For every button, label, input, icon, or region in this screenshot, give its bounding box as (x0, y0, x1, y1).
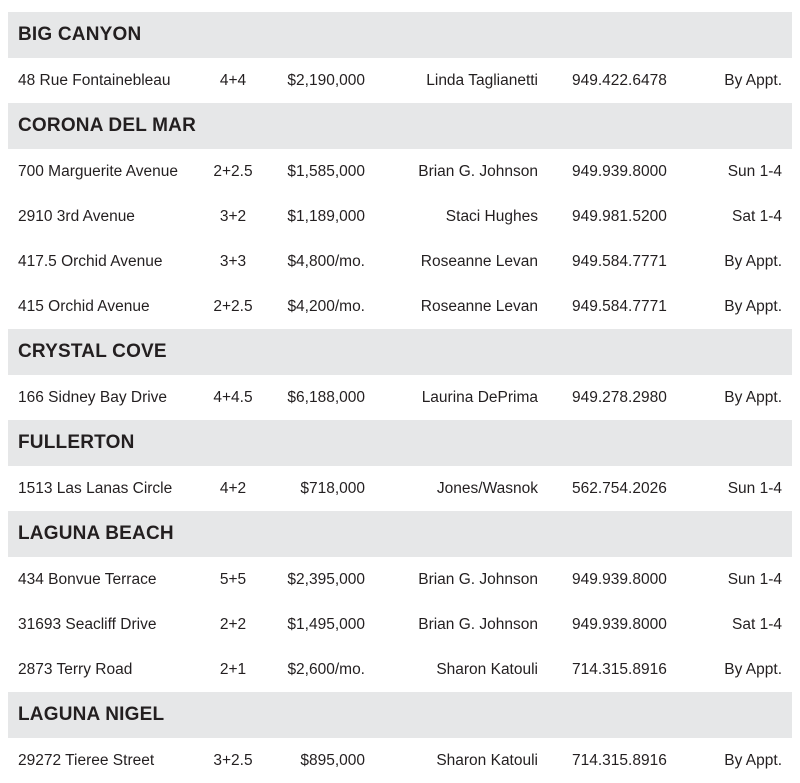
listing-phone: 949.278.2980 (572, 388, 667, 406)
listing-price: $4,200/mo. (287, 297, 365, 315)
listing-agent: Roseanne Levan (420, 252, 538, 270)
listing-address: 166 Sidney Bay Drive (18, 388, 168, 406)
listing-open-time: By Appt. (724, 660, 782, 678)
listing-bed-bath: 3+2.5 (213, 751, 253, 769)
listing-phone: 949.939.8000 (572, 570, 667, 588)
listing-row (8, 647, 792, 692)
listing-price: $1,495,000 (287, 615, 365, 633)
listing-address: 2910 3rd Avenue (18, 207, 135, 225)
listing-address: 2873 Terry Road (18, 660, 133, 678)
listing-price: $1,189,000 (287, 207, 365, 225)
listing-bed-bath: 5+5 (219, 570, 247, 588)
listing-bed-bath: 2+2.5 (213, 297, 253, 315)
listing-row (8, 58, 792, 103)
listing-phone: 949.584.7771 (572, 252, 667, 270)
listing-row (8, 284, 792, 329)
listing-address: 417.5 Orchid Avenue (18, 252, 163, 270)
listing-bed-bath: 4+2 (219, 479, 247, 497)
section-header: BIG CANYON (8, 12, 792, 58)
listing-price: $4,800/mo. (287, 252, 365, 270)
listing-phone: 949.939.8000 (572, 615, 667, 633)
listing-phone: 949.939.8000 (572, 162, 667, 180)
listing-price: $2,190,000 (287, 71, 365, 89)
listing-price: $6,188,000 (287, 388, 365, 406)
listing-price: $2,395,000 (287, 570, 365, 588)
listing-row (8, 239, 792, 284)
listing-phone: 714.315.8916 (572, 751, 667, 769)
listing-address: 48 Rue Fontainebleau (18, 71, 171, 89)
listing-open-time: Sun 1-4 (727, 162, 782, 180)
listing-open-time: By Appt. (724, 71, 782, 89)
listing-row (8, 375, 792, 420)
listing-phone: 562.754.2026 (572, 479, 667, 497)
listing-bed-bath: 4+4.5 (213, 388, 253, 406)
listing-phone: 949.584.7771 (572, 297, 667, 315)
listing-row (8, 466, 792, 511)
listing-bed-bath: 4+4 (219, 71, 247, 89)
listing-bed-bath: 3+2 (219, 207, 247, 225)
section-header: CRYSTAL COVE (8, 329, 792, 375)
listing-open-time: By Appt. (724, 252, 782, 270)
listing-row (8, 194, 792, 239)
listing-open-time: By Appt. (724, 751, 782, 769)
listing-row (8, 602, 792, 647)
listing-open-time: By Appt. (724, 297, 782, 315)
listing-address: 434 Bonvue Terrace (18, 570, 157, 588)
listing-open-time: By Appt. (724, 388, 782, 406)
listing-price: $2,600/mo. (287, 660, 365, 678)
listing-agent: Staci Hughes (445, 207, 538, 225)
listing-address: 1513 Las Lanas Circle (18, 479, 173, 497)
section-header: LAGUNA BEACH (8, 511, 792, 557)
listing-phone: 714.315.8916 (572, 660, 667, 678)
listing-open-time: Sun 1-4 (727, 570, 782, 588)
listing-agent: Brian G. Johnson (418, 615, 538, 633)
listing-open-time: Sun 1-4 (727, 479, 782, 497)
listing-address: 31693 Seacliff Drive (18, 615, 157, 633)
listing-agent: Brian G. Johnson (418, 570, 538, 588)
listing-bed-bath: 2+2.5 (213, 162, 253, 180)
listing-phone: 949.981.5200 (572, 207, 667, 225)
listing-agent: Sharon Katouli (436, 660, 538, 678)
listing-address: 29272 Tieree Street (18, 751, 155, 769)
section-header: LAGUNA NIGEL (8, 692, 792, 738)
section-header: FULLERTON (8, 420, 792, 466)
listing-price: $718,000 (300, 479, 365, 497)
listing-address: 700 Marguerite Avenue (18, 162, 178, 180)
listing-address: 415 Orchid Avenue (18, 297, 150, 315)
listing-price: $1,585,000 (287, 162, 365, 180)
listing-bed-bath: 2+2 (219, 615, 247, 633)
section-header: CORONA DEL MAR (8, 103, 792, 149)
listing-open-time: Sat 1-4 (732, 207, 782, 225)
listing-phone: 949.422.6478 (572, 71, 667, 89)
listing-agent: Laurina DePrima (421, 388, 538, 406)
listing-agent: Sharon Katouli (436, 751, 538, 769)
listing-row (8, 738, 792, 783)
listing-row (8, 557, 792, 602)
listing-agent: Brian G. Johnson (418, 162, 538, 180)
listing-row (8, 149, 792, 194)
listing-agent: Jones/Wasnok (436, 479, 538, 497)
open-house-listings (8, 12, 792, 783)
listing-price: $895,000 (300, 751, 365, 769)
listing-bed-bath: 3+3 (219, 252, 247, 270)
listing-agent: Roseanne Levan (420, 297, 538, 315)
listing-agent: Linda Taglianetti (426, 71, 538, 89)
listing-open-time: Sat 1-4 (732, 615, 782, 633)
listing-bed-bath: 2+1 (219, 660, 247, 678)
